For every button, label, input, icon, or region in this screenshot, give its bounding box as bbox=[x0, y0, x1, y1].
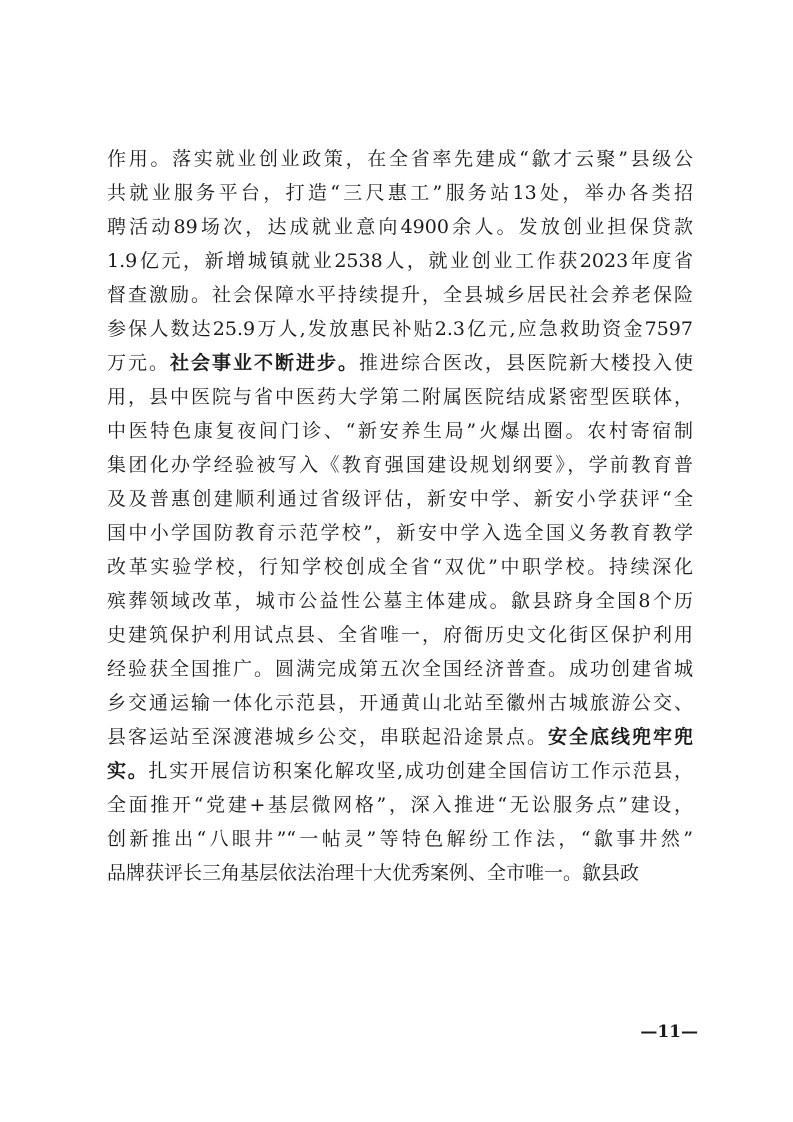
body-text: 创新推出“八眼井”“一帖灵”等特色解纷工作法，“歙事井然” bbox=[107, 828, 693, 850]
body-text: 史建筑保护利用试点县、全省唯一，府衙历史文化街区保护利用 bbox=[107, 624, 693, 646]
bold-heading-text: 实。 bbox=[107, 760, 149, 782]
text-line bbox=[107, 788, 693, 822]
text-line bbox=[107, 312, 693, 346]
text-line bbox=[107, 414, 693, 448]
text-line bbox=[107, 652, 693, 686]
bold-heading-text: 安全底线兜牢兜 bbox=[547, 726, 693, 748]
body-text: 共就业服务平台，打造“三尺惠工”服务站13处，举办各类招 bbox=[107, 182, 693, 204]
body-text: 县客运站至深渡港城乡公交，串联起沿途景点。 bbox=[107, 726, 548, 748]
body-text: 督查激励。社会保障水平持续提升，全县城乡居民社会养老保险 bbox=[107, 284, 693, 306]
body-text: 参保人数达25.9万人,发放惠民补贴2.3亿元,应急救助资金7597 bbox=[107, 318, 693, 340]
text-line bbox=[107, 686, 693, 720]
text-line bbox=[107, 482, 693, 516]
text-line bbox=[107, 822, 693, 856]
body-text: 1.9亿元，新增城镇就业2538人，就业创业工作获2023年度省 bbox=[107, 250, 693, 272]
body-text: 经验获全国推广。圆满完成第五次全国经济普查。成功创建省城 bbox=[107, 658, 693, 680]
body-text: 作用。落实就业创业政策，在全省率先建成“歙才云聚”县级公 bbox=[107, 148, 693, 170]
text-line bbox=[107, 210, 693, 244]
body-text: 国中小学国防教育示范学校”，新安中学入选全国义务教育教学 bbox=[107, 522, 693, 544]
body-text: 品牌获评长三角基层依法治理十大优秀案例、全市唯一。歙县政 bbox=[107, 862, 640, 884]
text-line bbox=[107, 346, 693, 380]
text-line bbox=[107, 720, 693, 754]
body-text: 用，县中医院与省中医药大学第二附属医院结成紧密型医联体， bbox=[107, 386, 693, 408]
text-line bbox=[107, 244, 693, 278]
text-line bbox=[107, 176, 693, 210]
text-line bbox=[107, 550, 693, 584]
text-line bbox=[107, 618, 693, 652]
page-number: —11— bbox=[640, 1022, 698, 1042]
body-text: 改革实验学校，行知学校创成全省“双优”中职学校。持续深化 bbox=[107, 556, 693, 578]
text-line bbox=[107, 754, 693, 788]
body-text: 万元。 bbox=[107, 352, 170, 374]
bold-heading-text: 社会事业不断进步。 bbox=[170, 352, 359, 374]
text-line bbox=[107, 448, 693, 482]
text-line bbox=[107, 142, 693, 176]
body-text: 及及普惠创建顺利通过省级评估，新安中学、新安小学获评“全 bbox=[107, 488, 693, 510]
document-body bbox=[107, 142, 693, 890]
text-line bbox=[107, 584, 693, 618]
body-text: 全面推开“党建+基层微网格”，深入推进“无讼服务点”建设， bbox=[107, 794, 693, 816]
text-line bbox=[107, 380, 693, 414]
text-line bbox=[107, 278, 693, 312]
body-text: 中医特色康复夜间门诊、“新安养生局”火爆出圈。农村寄宿制 bbox=[107, 420, 693, 442]
text-line bbox=[107, 516, 693, 550]
body-text: 推进综合医改，县医院新大楼投入使 bbox=[359, 352, 693, 374]
body-text: 聘活动89场次，达成就业意向4900余人。发放创业担保贷款 bbox=[107, 216, 693, 238]
text-line bbox=[107, 856, 693, 890]
body-text: 集团化办学经验被写入《教育强国建设规划纲要》，学前教育普 bbox=[107, 454, 693, 476]
body-text: 殡葬领域改革，城市公益性公墓主体建成。歙县跻身全国8个历 bbox=[107, 590, 693, 612]
body-text: 乡交通运输一体化示范县，开通黄山北站至徽州古城旅游公交、 bbox=[107, 692, 693, 714]
body-text: 扎实开展信访积案化解攻坚,成功创建全国信访工作示范县， bbox=[148, 760, 693, 782]
